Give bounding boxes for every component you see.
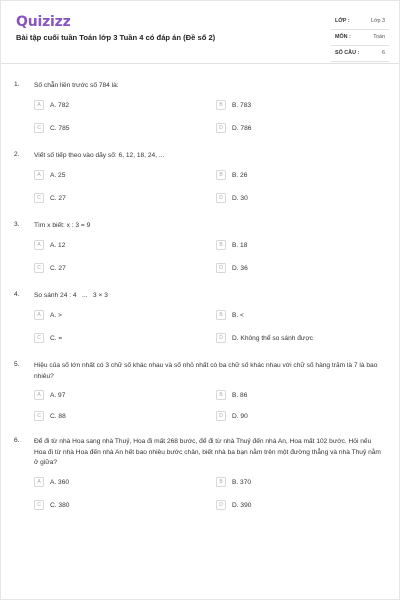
- option-text: B. 18: [232, 241, 248, 249]
- question-text: Số chẵn liền trước số 784 là:: [34, 82, 119, 89]
- meta-label: MÔN :: [335, 34, 351, 40]
- option-a[interactable]: [34, 390, 65, 400]
- option-text: D. Không thể so sánh được: [232, 334, 313, 342]
- option-key-box: B: [216, 390, 226, 400]
- question-number: 2.: [14, 151, 20, 158]
- option-text: A. >: [50, 311, 62, 319]
- option-key-box: C: [34, 333, 44, 343]
- meta-table: [331, 14, 389, 62]
- option-key-box: B: [216, 477, 226, 487]
- option-text: A. 25: [50, 171, 66, 179]
- meta-value: Lớp 3: [370, 18, 385, 24]
- option-a[interactable]: [34, 100, 69, 110]
- meta-row-subject: [331, 30, 389, 46]
- option-key-box: B: [216, 310, 226, 320]
- option-key-box: D: [216, 263, 226, 273]
- option-text: D. 390: [232, 501, 252, 509]
- quizizz-logo: Quizizz: [16, 14, 71, 30]
- option-text: C. =: [50, 334, 63, 342]
- option-text: D. 30: [232, 194, 248, 202]
- question-number: 1.: [14, 81, 20, 88]
- option-b[interactable]: [216, 477, 251, 487]
- option-text: B. 26: [232, 171, 248, 179]
- question-text: Viết số tiếp theo vào dãy số: 6, 12, 18, 24, ...: [34, 152, 165, 159]
- option-b[interactable]: [216, 100, 251, 110]
- option-d[interactable]: [216, 123, 251, 133]
- question-number: 5.: [14, 361, 20, 368]
- option-text: D. 786: [232, 124, 252, 132]
- meta-value: Toán: [373, 34, 385, 40]
- option-b[interactable]: [216, 170, 247, 180]
- option-key-box: A: [34, 170, 44, 180]
- option-text: D. 90: [232, 412, 248, 420]
- option-key-box: B: [216, 100, 226, 110]
- option-text: C. 88: [50, 412, 66, 420]
- option-b[interactable]: [216, 390, 247, 400]
- question-text: Để đi từ nhà Hoa sang nhà Thuỷ, Hoa đi mất 268 bước, để đi từ nhà Thuỷ đến nhà An, Hoa mất 102 bước. Hỏi nếu Hoa đi từ nhà Hoa đến nhà An hết bao nhiêu bước chân, biết nhà ba bạn nằm trên một đường thẳng và nhà Thuỷ nằm ở giữa?: [34, 438, 381, 466]
- option-key-box: A: [34, 390, 44, 400]
- option-key-box: C: [34, 193, 44, 203]
- option-c[interactable]: [34, 411, 66, 421]
- option-c[interactable]: [34, 193, 66, 203]
- meta-label: SỐ CÂU :: [335, 50, 360, 56]
- option-d[interactable]: [216, 263, 248, 273]
- option-text: A. 782: [50, 101, 70, 109]
- option-a[interactable]: [34, 477, 69, 487]
- option-key-box: C: [34, 123, 44, 133]
- option-key-box: D: [216, 193, 226, 203]
- option-key-box: D: [216, 500, 226, 510]
- question-text: Tìm x biết: x : 3 = 9: [34, 222, 91, 229]
- option-text: D. 36: [232, 264, 248, 272]
- option-key-box: A: [34, 477, 44, 487]
- question-text: Hiệu của số lớn nhất có 3 chữ số khác nhau và số nhỏ nhất có ba chữ số khác nhau với chữ số hàng trăm là 7 là bao nhiêu?: [34, 362, 378, 380]
- option-key-box: D: [216, 411, 226, 421]
- question-number: 4.: [14, 291, 20, 298]
- option-key-box: A: [34, 310, 44, 320]
- option-key-box: A: [34, 240, 44, 250]
- question-number: 3.: [14, 221, 20, 228]
- option-text: A. 360: [50, 478, 70, 486]
- option-a[interactable]: [34, 170, 65, 180]
- option-text: C. 27: [50, 194, 66, 202]
- option-key-box: D: [216, 123, 226, 133]
- worksheet-title: Bài tập cuối tuần Toán lớp 3 Tuần 4 có đáp án (Đề số 2): [16, 33, 216, 42]
- option-text: A. 97: [50, 391, 66, 399]
- option-c[interactable]: [34, 123, 69, 133]
- option-text: A. 12: [50, 241, 66, 249]
- option-key-box: C: [34, 263, 44, 273]
- option-key-box: D: [216, 333, 226, 343]
- option-key-box: B: [216, 170, 226, 180]
- meta-row-class: [331, 14, 389, 30]
- option-c[interactable]: [34, 263, 66, 273]
- header-divider: [1, 63, 399, 64]
- option-d[interactable]: [216, 333, 313, 343]
- option-b[interactable]: [216, 310, 244, 320]
- option-key-box: B: [216, 240, 226, 250]
- option-a[interactable]: [34, 310, 62, 320]
- option-text: C. 785: [50, 124, 70, 132]
- option-text: B. 370: [232, 478, 252, 486]
- question-text: So sánh 24 : 4 ... 3 × 3: [34, 292, 108, 299]
- option-text: B. <: [232, 311, 244, 319]
- meta-value: 6: [382, 50, 385, 56]
- option-key-box: C: [34, 411, 44, 421]
- meta-label: LỚP :: [335, 18, 350, 24]
- question-number: 6.: [14, 437, 20, 444]
- worksheet-header: [1, 1, 399, 63]
- option-c[interactable]: [34, 333, 62, 343]
- option-text: C. 27: [50, 264, 66, 272]
- meta-row-count: [331, 46, 389, 62]
- option-text: B. 86: [232, 391, 248, 399]
- option-text: B. 783: [232, 101, 252, 109]
- option-d[interactable]: [216, 500, 251, 510]
- option-b[interactable]: [216, 240, 247, 250]
- option-d[interactable]: [216, 193, 248, 203]
- option-a[interactable]: [34, 240, 65, 250]
- option-key-box: A: [34, 100, 44, 110]
- option-text: C. 380: [50, 501, 70, 509]
- option-c[interactable]: [34, 500, 69, 510]
- option-d[interactable]: [216, 411, 248, 421]
- option-key-box: C: [34, 500, 44, 510]
